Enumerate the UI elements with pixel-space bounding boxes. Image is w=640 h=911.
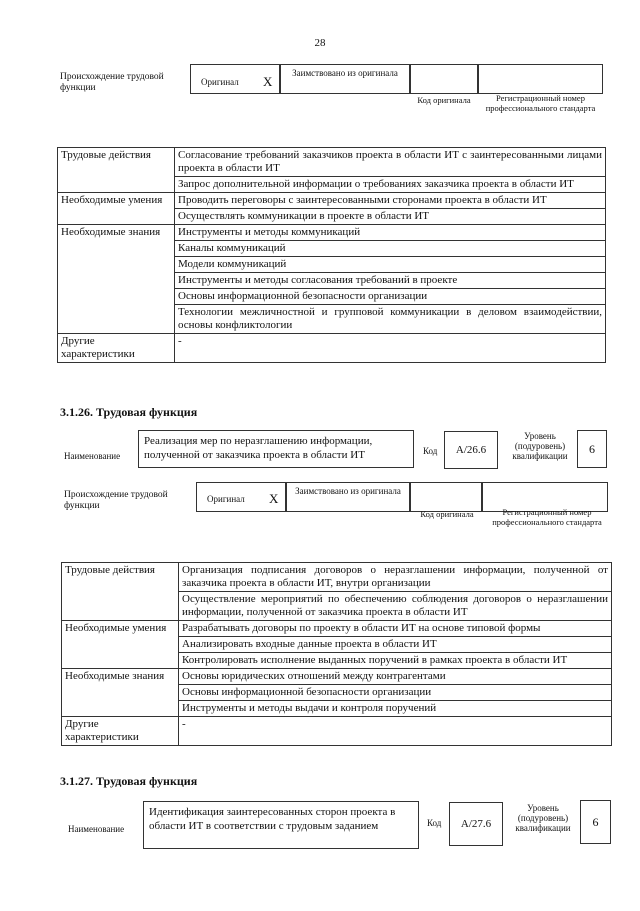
level-value: 6 (577, 430, 607, 468)
reg-number-label: Регистрационный номер профессионального стандарта (492, 507, 602, 527)
original-code-label: Код оригинала (417, 95, 471, 105)
row-item: Запрос дополнительной информации о требованиях заказчика проекта в области ИТ (175, 177, 606, 193)
row-item: Согласование требований заказчиков проекта в области ИТ с заинтересованными лицами проекта в области ИТ (175, 148, 606, 177)
borrowed-cell: Заимствовано из оригинала (286, 482, 410, 512)
code-label: Код (427, 818, 442, 828)
code-value: A/26.6 (444, 431, 498, 469)
row-item: - (175, 334, 606, 363)
table-2 (61, 562, 612, 746)
row-item: Инструменты и методы согласования требований в проекте (175, 273, 606, 289)
row-item: Разрабатывать договоры по проекту в области ИТ на основе типовой формы (179, 621, 612, 637)
level-label: Уровень (подуровень) квалификации (515, 803, 571, 833)
row-item: - (179, 717, 612, 746)
code-value: A/27.6 (449, 802, 503, 846)
function-name: Идентификация заинтересованных сторон проекта в области ИТ в соответствии с трудовым заданием (143, 801, 419, 849)
row-item: Основы информационной безопасности организации (175, 289, 606, 305)
table-row (58, 193, 606, 209)
row-item: Проводить переговоры с заинтересованными сторонами проекта в области ИТ (175, 193, 606, 209)
original-code-cell (410, 64, 478, 94)
name-label: Наименование (68, 824, 125, 834)
row-label: Трудовые действия (58, 148, 175, 193)
origin-label: Происхождение трудовой функции (60, 72, 164, 93)
row-label: Необходимые умения (62, 621, 179, 669)
row-item: Основы информационной безопасности организации (179, 685, 612, 701)
row-label: Другие характеристики (62, 717, 179, 746)
row-item: Модели коммуникаций (175, 257, 606, 273)
table-row (58, 148, 606, 177)
row-item: Инструменты и методы выдачи и контроля поручений (179, 701, 612, 717)
original-code-cell (410, 482, 482, 512)
function-name: Реализация мер по неразглашению информации, полученной от заказчика проекта в области ИТ (138, 430, 414, 468)
original-cell (196, 482, 286, 512)
borrowed-cell: Заимствовано из оригинала (280, 64, 410, 94)
original-cell (190, 64, 280, 94)
original-code-label: Код оригинала (420, 509, 474, 519)
reg-number-cell (478, 64, 603, 94)
row-item: Технологии межличностной и групповой коммуникации в деловом взаимодействии, основы конфликтологии (175, 305, 606, 334)
row-label: Необходимые умения (58, 193, 175, 225)
table-row (62, 621, 612, 637)
row-item: Каналы коммуникаций (175, 241, 606, 257)
code-label: Код (423, 446, 438, 456)
origin-label: Происхождение трудовой функции (64, 490, 168, 511)
original-label: Оригинал (201, 77, 239, 87)
row-item: Анализировать входные данные проекта в области ИТ (179, 637, 612, 653)
row-label: Необходимые знания (62, 669, 179, 717)
section-title: 3.1.26. Трудовая функция (60, 405, 198, 419)
section-title: 3.1.27. Трудовая функция (60, 774, 198, 788)
table-row (62, 717, 612, 746)
reg-number-label: Регистрационный номер профессионального стандарта (485, 93, 596, 113)
row-item: Основы юридических отношений между контрагентами (179, 669, 612, 685)
table-row (58, 225, 606, 241)
original-mark: X (263, 74, 273, 89)
row-label: Необходимые знания (58, 225, 175, 334)
row-item: Осуществлять коммуникации в проекте в области ИТ (175, 209, 606, 225)
original-label: Оригинал (207, 494, 245, 504)
table-1 (57, 147, 606, 363)
row-item: Организация подписания договоров о неразглашении информации, полученной от заказчика проекта в области ИТ, внутри организации (179, 563, 612, 592)
page-number: 28 (314, 37, 326, 49)
name-label: Наименование (64, 451, 121, 461)
original-mark: X (269, 491, 279, 506)
row-item: Контролировать исполнение выданных поручений в рамках проекта в области ИТ (179, 653, 612, 669)
row-label: Трудовые действия (62, 563, 179, 621)
level-label: Уровень (подуровень) квалификации (512, 431, 568, 461)
row-label: Другие характеристики (58, 334, 175, 363)
level-value: 6 (580, 800, 611, 844)
table-row (62, 563, 612, 592)
table-row (62, 669, 612, 685)
row-item: Инструменты и методы коммуникаций (175, 225, 606, 241)
table-row (58, 334, 606, 363)
row-item: Осуществление мероприятий по обеспечению соблюдения договоров о неразглашении информации, полученной от заказчика проекта в области ИТ (179, 592, 612, 621)
